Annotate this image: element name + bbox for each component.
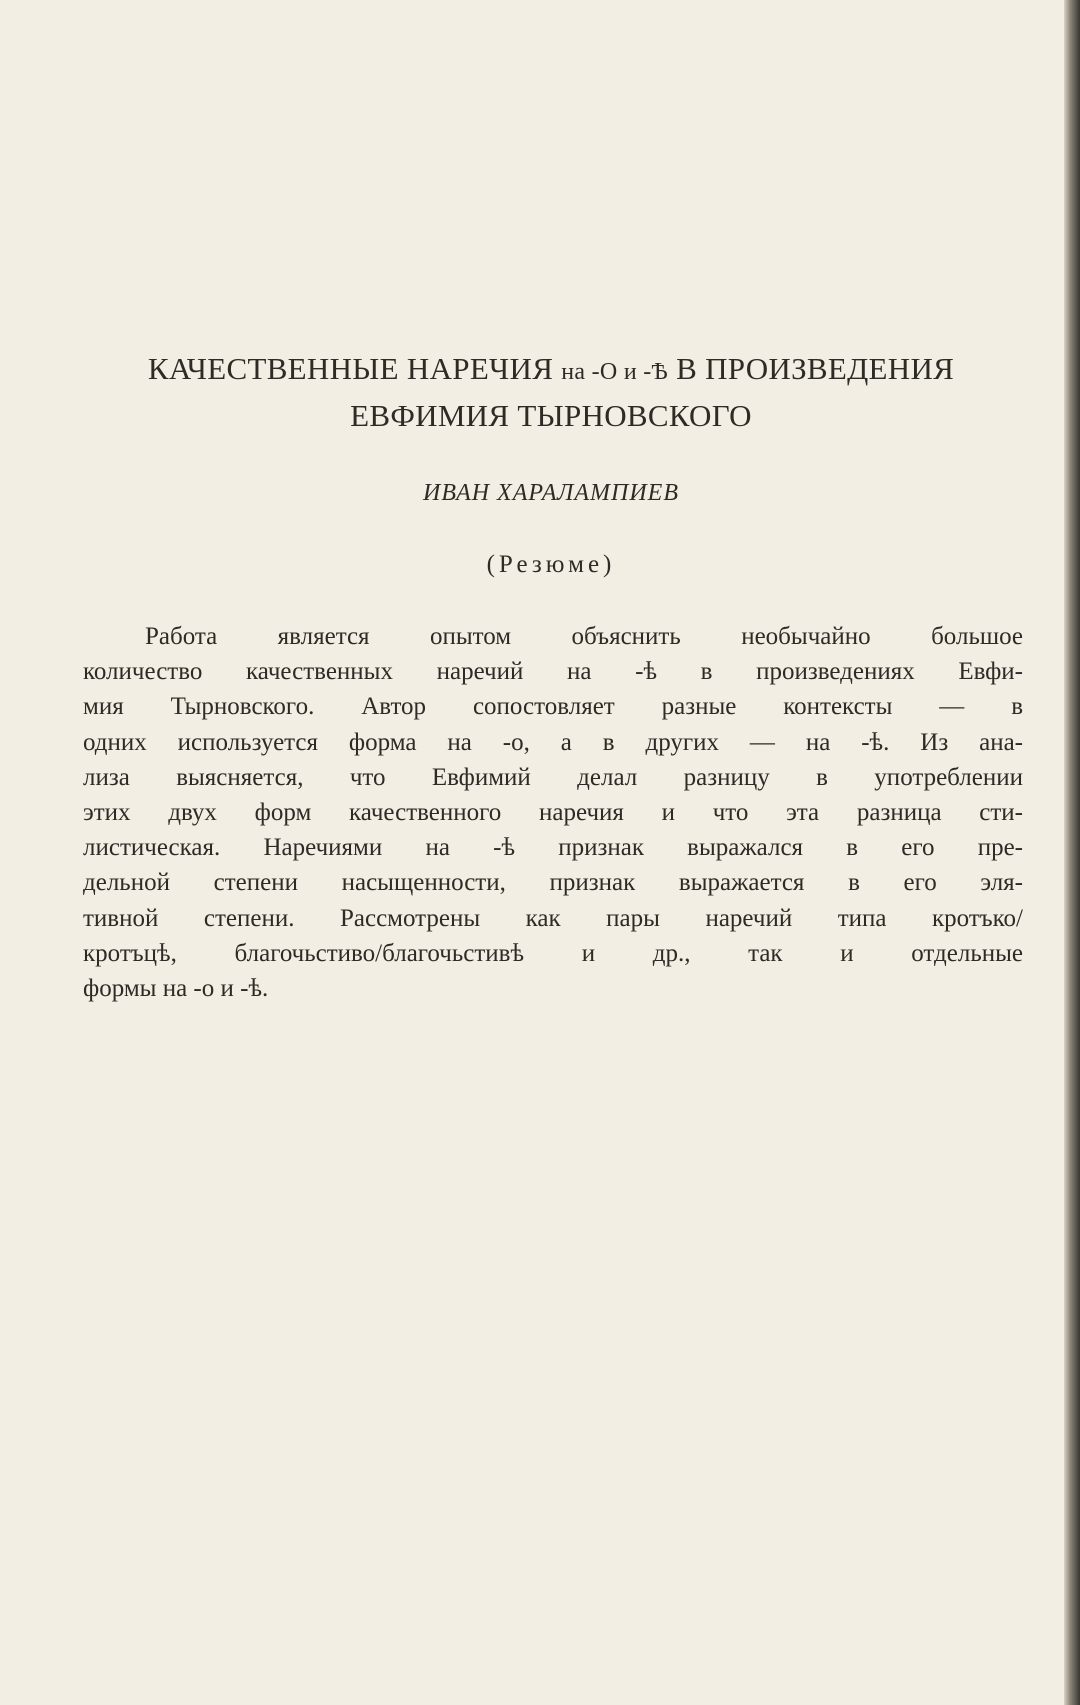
summary-paragraph [83,619,1023,1006]
paragraph-line: мия Тырновского. Автор сопостовляет разные контексты — в [83,693,1023,721]
paragraph-line: лиза выясняется, что Евфимий делал разницу в употреблении [83,763,1023,791]
title-line-2: ЕВФИМИЯ ТЫРНОВСКОГО [350,398,752,433]
paragraph-line: дельной степени насыщенности, признак выражается в его эля- [83,869,1023,897]
paragraph-line: Работа является опытом объяснить необычайно большое [145,623,1023,650]
title-line-1: КАЧЕСТВЕННЫЕ НАРЕЧИЯ на -О и -Ѣ В ПРОИЗВЕДЕНИЯ [147,351,955,386]
author-name: ИВАН ХАРАЛАМПИЕВ [422,480,679,506]
page-edge-shadow [1064,0,1080,1705]
paragraph-line: тивной степени. Рассмотрены как пары наречий типа кротъко/ [83,904,1023,932]
paragraph-line: этих двух форм качественного наречия и что эта разница сти- [83,798,1023,826]
paragraph-line: листическая. Наречиями на -ѣ признак выражался в его пре- [83,834,1023,862]
article-title [80,347,1022,438]
paragraph-line: одних используется форма на -о, а в других — на -ѣ. Из ана- [83,728,1023,756]
paragraph-line: количество качественных наречий на -ѣ в произведениях Евфи- [83,658,1023,686]
paragraph-line: кротъцѣ, благочьстиво/благочьстивѣ и др., так и отдельные [83,939,1023,967]
summary-label: (Резюме) [486,551,616,578]
paragraph-line: формы на -о и -ѣ. [83,974,269,1002]
